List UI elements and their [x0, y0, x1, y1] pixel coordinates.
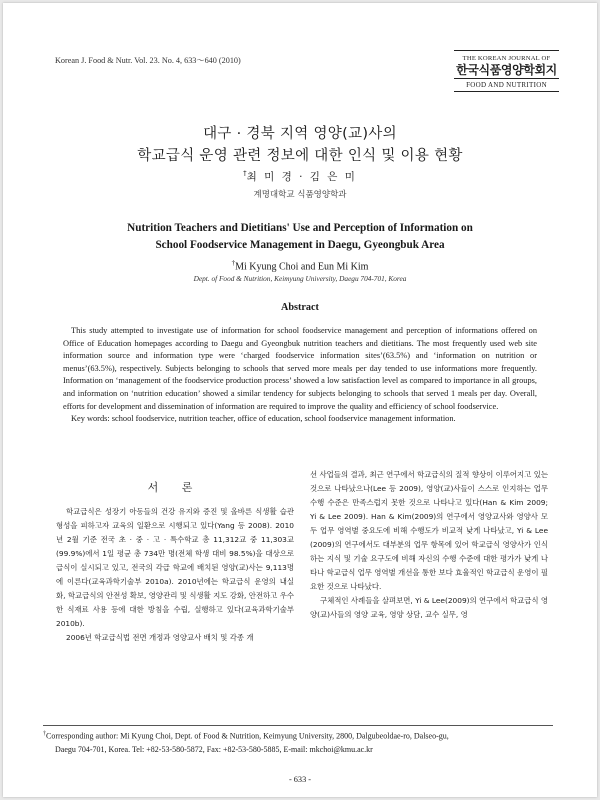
page-number: - 633 - — [288, 775, 312, 784]
paper-page — [3, 3, 597, 797]
korean-affiliation: 계명대학교 식품영양학과 — [253, 190, 347, 200]
body-paragraph: 구체적인 사례들을 살펴보면, Yi & Lee(2009)의 연구에서 학교급식 영양(교)사들의 영양 교육, 영양 상담, 교수 실무, 영 — [310, 596, 548, 620]
corresponding-author-footnote — [43, 728, 553, 756]
english-title-line1: Nutrition Teachers and Dietitians' Use and Perception of Information on — [127, 222, 473, 234]
body-paragraph: 선 사업들의 결과, 최근 연구에서 학교급식의 질적 향상이 이루어지고 있는 것으로 나타났으나(Lee 등 2009), 영양(교)사들이 스스로 인지하는 업무 수행 수준은 만족스럽지 못한 것으로 나타나고 있다(Han & Kim 2009; Yi & Lee 2009). Han & Kim(2009)의 연구에서 영양교사와 영양사 모두 업무 영역별 중요도에 비해 수행도가 비교적 낮게 나타났고, Yi & Lee (2009)의 연구에서도 대부분의 업무 항목에 있어 학교급식 영양사가 인식하는 지식 및 기술 요구도에 비해 자신의 수행 수준에 대한 평가가 낮게 나타나 학교급식 업무 영역별 개선을 통한 보다 효율적인 학교급식 운영이 필요한 것으로 나타났다. — [310, 470, 548, 592]
masthead-english-bottom: FOOD AND NUTRITION — [454, 78, 559, 90]
corresponding-mark: † — [243, 169, 247, 178]
body-column-right — [310, 468, 548, 623]
masthead-korean-title: 한국식품영양학회지 — [456, 63, 557, 77]
footnote-divider — [43, 725, 553, 726]
abstract-heading: Abstract — [281, 302, 319, 313]
masthead-rule-bottom — [454, 91, 559, 92]
footnote-mark: † — [43, 731, 46, 737]
english-title-line2: School Foodservice Management in Daegu, Gyeongbuk Area — [155, 239, 445, 251]
english-author-names: Mi Kyung Choi and Eun Mi Kim — [235, 261, 369, 273]
body-paragraph: 학교급식은 성장기 아동들의 건강 유지와 증진 및 올바른 식생활 습관 형성을 피하고자 교육의 일환으로 시행되고 있다(Yang 등 2008). 2010년 2월 기준 전국 초 · 중 · 고 · 특수학교 총 11,312교 중 11,303교(99.9%)에서 1일 평균 총 734만 명(전체 학생 대비 98.5%)을 대상으로 급식이 실시되고 있고, 전국의 각급 학교에 배치된 영양(교)사는 9,113명에 이른다(교육과학기술부 2010a). 2010년에는 학교급식 운영의 내실화, 학교급식의 안전성 확보, 영양관리 및 식생활 지도 강화, 안전하고 우수한 식재료 사용 등에 대한 방침을 수립, 실행하고 있다(교육과학기술부 2010b). — [56, 507, 294, 629]
footnote-line1 — [43, 728, 553, 743]
english-affiliation: Dept. of Food & Nutrition, Keimyung University, Daegu 704-701, Korea — [193, 274, 407, 283]
abstract-keywords: Key words: school foodservice, nutrition teacher, office of education, school foodservice management information. — [71, 414, 456, 424]
korean-title-line1: 대구 · 경북 지역 영양(교)사의 — [203, 126, 397, 142]
masthead-rule-top — [454, 50, 559, 51]
masthead-english-top: THE KOREAN JOURNAL OF — [462, 55, 551, 62]
body-column-left — [56, 481, 294, 646]
corresponding-mark-en: † — [231, 259, 236, 267]
korean-authors — [3, 169, 597, 184]
korean-title — [3, 123, 597, 167]
korean-title-line2: 학교급식 운영 관련 정보에 대한 인식 및 이용 현황 — [137, 148, 463, 164]
section-heading-introduction: 서 론 — [147, 481, 203, 494]
korean-author-names: 최 미 경 · 김 은 미 — [246, 171, 357, 183]
footnote-text: Corresponding author: Mi Kyung Choi, Dept. of Food & Nutrition, Keimyung University, 2800, Dalgubeoldae-ro, Dalseo-gu, — [46, 731, 449, 741]
footnote-line2: Daegu 704-701, Korea. Tel: +82-53-580-5872, Fax: +82-53-580-5885, E-mail: mkchoi@kmu.ac.kr — [55, 744, 373, 754]
body-paragraph: 2006년 학교급식법 전면 개정과 영양교사 배치 및 각종 개 — [66, 633, 254, 643]
journal-masthead — [454, 50, 559, 92]
english-title — [3, 220, 597, 254]
abstract-body — [63, 325, 537, 426]
journal-citation: Korean J. Food & Nutr. Vol. 23. No. 4, 633～640 (2010) — [55, 56, 241, 65]
english-authors — [3, 259, 597, 272]
abstract-text: This study attempted to investigate use of information for school foodservice management and perception of informations offered on Office of Education homepages according to Daegu and Gyeongbuk nutrition teachers and dietitians. The most frequently used web site information source and information type were ‘charged foodservice information sites’(63.5%) and ‘information on nutrition or menus’(63.5%), respectively. Subjects belonging to schools that served more meals per day tended to use informations more frequently. Information on ‘management of the foodservice production process’ showed a low satisfaction level as compared to importance in all groups, and information on ‘nutrition education’ showed a similar tendency for subjects belonging to schools that served 1 meals per day. Overall, efforts for development and dissemination of information are required to improve the quality and efficiency of school foodservice. — [63, 326, 537, 411]
